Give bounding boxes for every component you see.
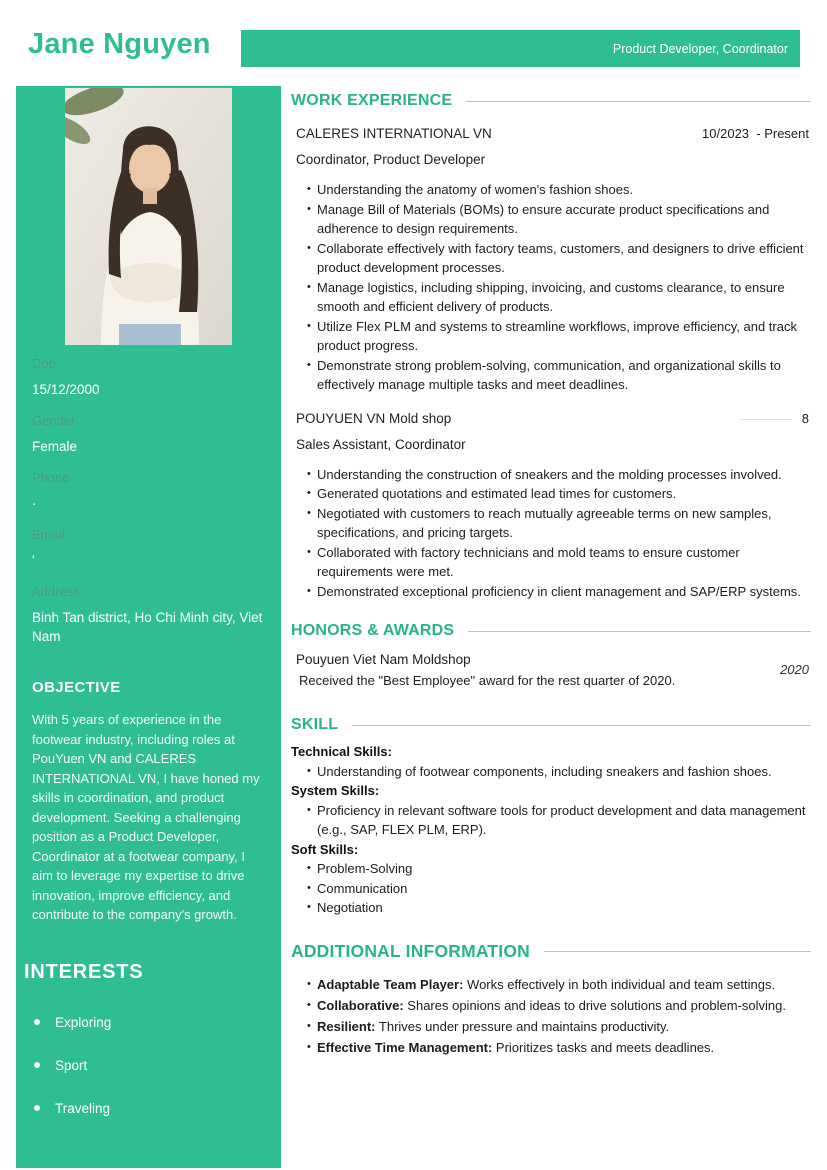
- info-gender: [32, 413, 269, 456]
- job-pouyuen: [291, 411, 811, 602]
- interest-label: Traveling: [55, 1100, 111, 1116]
- interest-item: [34, 1013, 269, 1032]
- bullet-item: • Demonstrated exceptional proficiency in client management and SAP/ERP systems.: [307, 582, 811, 602]
- job-role: Sales Assistant, Coordinator: [296, 436, 466, 452]
- skill-items: [291, 859, 811, 918]
- bullet-item: • Collaborated with factory technicians and mold teams to ensure customer requirements were met.: [307, 543, 811, 582]
- section-rule: [466, 101, 811, 102]
- info-phone: [32, 470, 269, 513]
- title-banner: [241, 30, 800, 67]
- honors-description: Received the "Best Employee" award for the rest quarter of 2020.: [299, 673, 676, 688]
- dob-label: Dob: [32, 356, 56, 371]
- profile-photo: [65, 88, 232, 345]
- bullet-item: • Manage Bill of Materials (BOMs) to ensure accurate product specifications and adherence to design requirements.: [307, 200, 811, 239]
- bullet-item: • Communication: [307, 879, 811, 899]
- address-label: Address: [32, 584, 80, 599]
- bullet-item: • Manage logistics, including shipping, invoicing, and customs clearance, to ensure smooth and efficient delivery of products.: [307, 278, 811, 317]
- bullet-item: • Collaborate effectively with factory teams, customers, and designers to drive efficient product development processes.: [307, 239, 811, 278]
- bullet-item: • Proficiency in relevant software tools for product development and data management (e.g., SAP, FLEX PLM, ERP).: [307, 801, 811, 840]
- bullet-dot-icon: [34, 1062, 40, 1068]
- job-header: [291, 126, 811, 141]
- personal-info: [28, 356, 269, 646]
- additional-text: Works effectively in both individual and team settings.: [463, 976, 776, 992]
- additional-label: Adaptable Team Player:: [317, 976, 464, 992]
- bullet-item: • Demonstrate strong problem-solving, communication, and organizational skills to effectively manage multiple tasks and meet deadlines.: [307, 356, 811, 395]
- job-dates-fragment: 8: [801, 410, 809, 426]
- additional-label: Collaborative:: [317, 997, 404, 1013]
- section-rule: [544, 951, 811, 952]
- dob-value: 15/12/2000: [32, 382, 100, 397]
- job-caleres: [291, 126, 811, 395]
- bullet-item: • Understanding the construction of sneakers and the molding processes involved.: [307, 465, 811, 485]
- section-title: SKILL: [291, 716, 339, 733]
- bullet-item: [307, 1038, 811, 1058]
- skill-items: [291, 801, 811, 840]
- bullet-item: • Generated quotations and estimated lead times for customers.: [307, 484, 811, 504]
- bullet-item: • Problem-Solving: [307, 859, 811, 879]
- job-title: Product Developer, Coordinator: [612, 41, 788, 56]
- email-value: ': [32, 553, 35, 568]
- phone-label: Phone: [32, 470, 70, 485]
- info-email: [32, 527, 269, 570]
- bullet-item: • Negotiation: [307, 898, 811, 918]
- interest-item: [34, 1099, 269, 1118]
- job-dates: [740, 411, 809, 426]
- additional-info-heading: [291, 941, 811, 962]
- job-dates: 10/2023 - Present: [702, 126, 809, 141]
- company-name: POUYUEN VN Mold shop: [296, 410, 452, 426]
- sidebar: [16, 86, 281, 1168]
- candidate-name: Jane Nguyen: [28, 28, 211, 60]
- interests-heading: INTERESTS: [24, 960, 144, 983]
- phone-value: ·: [32, 496, 37, 511]
- job-bullets: [291, 465, 811, 602]
- honors-year: 2020: [780, 662, 809, 677]
- bullet-item: • Understanding the anatomy of women's fashion shoes.: [307, 180, 811, 200]
- skill-group-label: Soft Skills:: [291, 841, 359, 857]
- skill-group-label: Technical Skills:: [291, 744, 392, 759]
- bullet-dot-icon: [34, 1105, 40, 1111]
- gender-label: Gender: [32, 413, 76, 428]
- redacted-date-line: [740, 419, 792, 420]
- work-experience-heading: [291, 92, 811, 110]
- skills-body: [291, 742, 811, 918]
- bullet-item: • Negotiated with customers to reach mutually agreeable terms on new samples, specifications, and pricing targets.: [307, 504, 811, 543]
- skill-items: [291, 762, 811, 782]
- interest-item: [34, 1056, 269, 1075]
- additional-text: Prioritizes tasks and meets deadlines.: [492, 1039, 715, 1055]
- additional-info-list: [291, 975, 811, 1058]
- bullet-dot-icon: [34, 1019, 40, 1025]
- objective-text: With 5 years of experience in the footwear industry, including roles at PouYuen VN and CALERES INTERNATIONAL VN, I have honed my skills in coordination, and product development. Seeking a challenging position as a Product Developer, Coordinator at a footwear company, I aim to leverage my expertise to drive innovation, improve efficiency, and contribute to the company's growth.: [32, 712, 260, 922]
- interest-label: Sport: [55, 1057, 88, 1073]
- bullet-item: [307, 975, 811, 995]
- objective-heading: OBJECTIVE: [32, 679, 121, 696]
- company-name: CALERES INTERNATIONAL VN: [296, 126, 492, 141]
- skill-heading: [291, 716, 811, 734]
- job-header: [291, 411, 811, 426]
- bullet-item: [307, 996, 811, 1016]
- honors-awards-heading: [291, 622, 811, 640]
- honors-body: [291, 650, 811, 690]
- additional-label: Effective Time Management:: [317, 1039, 493, 1055]
- bullet-item: • Utilize Flex PLM and systems to streamline workflows, improve efficiency, and track product progress.: [307, 317, 811, 356]
- job-bullets: [291, 180, 811, 395]
- interests-list: [28, 1013, 269, 1118]
- interest-label: Exploring: [55, 1014, 112, 1030]
- additional-text: Shares opinions and ideas to drive solutions and problem-solving.: [403, 997, 786, 1013]
- job-role: Coordinator, Product Developer: [296, 152, 486, 167]
- bullet-item: [307, 1017, 811, 1037]
- bullet-item: • Understanding of footwear components, including sneakers and fashion shoes.: [307, 762, 811, 782]
- section-title: WORK EXPERIENCE: [291, 92, 453, 109]
- section-title: HONORS & AWARDS: [291, 622, 455, 639]
- section-title: ADDITIONAL INFORMATION: [291, 940, 531, 961]
- info-address: [32, 584, 269, 646]
- gender-value: Female: [32, 439, 78, 454]
- address-value: Binh Tan district, Ho Chi Minh city, Viet Nam: [32, 610, 263, 644]
- additional-label: Resilient:: [317, 1018, 376, 1034]
- main-content: [291, 86, 811, 1059]
- section-rule: [468, 631, 811, 632]
- email-label: Email: [32, 527, 65, 542]
- section-rule: [352, 725, 811, 726]
- additional-text: Thrives under pressure and maintains productivity.: [375, 1018, 670, 1034]
- skill-group-label: System Skills:: [291, 783, 380, 798]
- honors-org: Pouyuen Viet Nam Moldshop: [296, 652, 471, 667]
- info-dob: [32, 356, 269, 399]
